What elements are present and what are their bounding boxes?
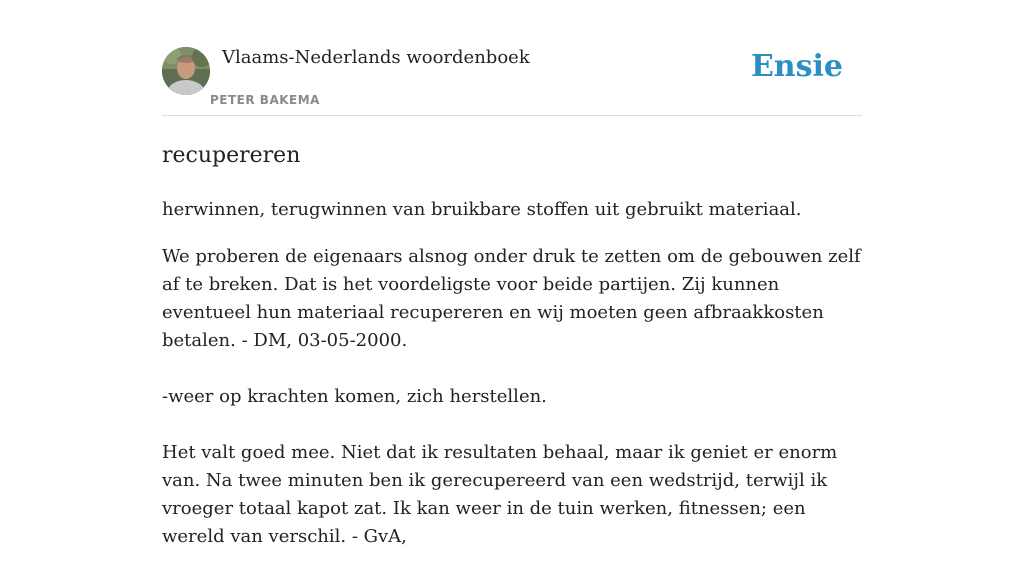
author-name[interactable]: PETER BAKEMA bbox=[210, 93, 320, 107]
entry-definition: herwinnen, terugwinnen van bruikbare stoffen uit gebruikt materiaal. bbox=[162, 199, 802, 220]
entry-term: recupereren bbox=[162, 143, 301, 168]
page bbox=[162, 46, 862, 579]
author-avatar[interactable] bbox=[162, 47, 210, 95]
entry-paragraph: -weer op krachten komen, zich herstellen. bbox=[162, 386, 547, 407]
dictionary-title[interactable]: Vlaams-Nederlands woordenboek bbox=[222, 47, 530, 68]
ensie-logo[interactable]: Ensie bbox=[750, 49, 843, 84]
user-avatar-icon bbox=[162, 47, 210, 95]
entry-paragraph: We proberen de eigenaars alsnog onder druk te zetten om de gebouwen zelf af te breken. Dat is het voordeligste voor beide partijen. Zij kunnen eventueel hun materiaal recupereren en wij moeten geen afbraakkosten betalen. - DM, 03-05-2000. bbox=[162, 246, 861, 351]
entry-body bbox=[162, 243, 862, 551]
entry-header bbox=[162, 46, 862, 116]
entry-paragraph: Het valt goed mee. Niet dat ik resultaten behaal, maar ik geniet er enorm van. Na twee minuten ben ik gerecupereerd van een wedstrijd, terwijl ik vroeger totaal kapot zat. Ik kan weer in de tuin werken, fitnessen; een wereld van verschil. - GvA, bbox=[162, 442, 838, 547]
